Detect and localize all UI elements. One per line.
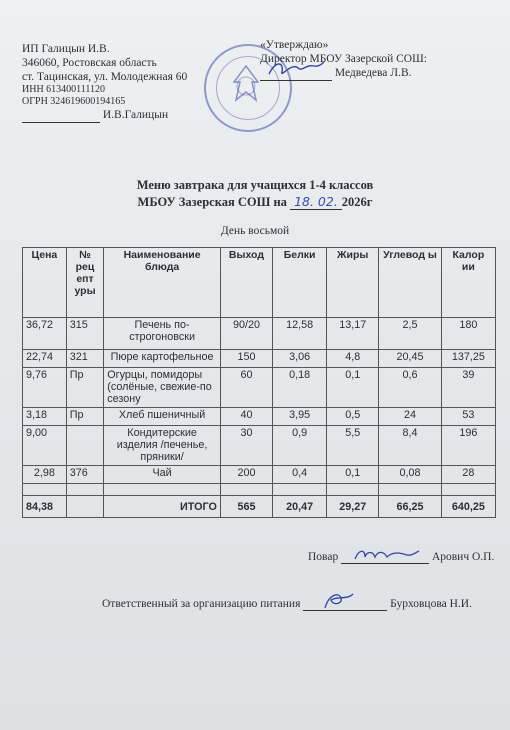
col-header-yield: Выход — [220, 248, 272, 318]
contractor-signature-line — [22, 108, 187, 123]
cell-kcal: 180 — [441, 318, 495, 350]
total-carbs: 66,25 — [379, 496, 442, 518]
total-price: 84,38 — [23, 496, 67, 518]
menu-title-line2 — [0, 194, 510, 210]
total-label: ИТОГО — [104, 496, 221, 518]
contractor-block — [22, 42, 187, 123]
col-header-recipe: № рец епт уры — [66, 248, 104, 318]
cell-name: Печень по-строгоновски — [104, 318, 221, 350]
cell-price: 3,18 — [23, 408, 67, 426]
cell-protein: 0,18 — [273, 368, 327, 408]
cell-kcal: 39 — [441, 368, 495, 408]
approval-block — [260, 38, 427, 81]
contractor-address1: 346060, Ростовская область — [22, 57, 157, 69]
cell-yield: 60 — [220, 368, 272, 408]
cell-carbs: 0,6 — [379, 368, 442, 408]
col-header-protein: Белки — [273, 248, 327, 318]
cell-price: 22,74 — [23, 350, 67, 368]
col-header-fat: Жиры — [327, 248, 379, 318]
table-row — [23, 426, 496, 466]
cell-name: Кондитерские изделия /печенье, пряники/ — [104, 426, 221, 466]
table-row — [23, 466, 496, 484]
cell-yield: 150 — [220, 350, 272, 368]
cell-name: Чай — [104, 466, 221, 484]
table-row — [23, 318, 496, 350]
cell-fat: 13,17 — [327, 318, 379, 350]
table-header-row — [23, 248, 496, 318]
cell-recipe: 321 — [66, 350, 104, 368]
cell-protein: 12,58 — [273, 318, 327, 350]
cell-name: Пюре картофельное — [104, 350, 221, 368]
table-row — [23, 408, 496, 426]
approval-title: «Утверждаю» — [260, 39, 329, 51]
cell-recipe: 376 — [66, 466, 104, 484]
approval-signature-line — [260, 66, 427, 81]
menu-title-prefix: МБОУ Зазерская СОШ на — [137, 195, 287, 209]
cell-carbs: 24 — [379, 408, 442, 426]
table-row — [23, 350, 496, 368]
cell-name: Огурцы, помидоры (солёные, свежие-по сезону — [104, 368, 221, 408]
cell-price: 9,00 — [23, 426, 67, 466]
cook-label: Повар — [308, 551, 339, 563]
responsible-signature — [319, 590, 359, 612]
table-row-empty — [23, 484, 496, 496]
director-signature — [266, 58, 326, 80]
cell-recipe: Пр — [66, 368, 104, 408]
cell-fat: 5,5 — [327, 426, 379, 466]
cell-fat: 0,1 — [327, 368, 379, 408]
total-fat: 29,27 — [327, 496, 379, 518]
cell-price: 36,72 — [23, 318, 67, 350]
contractor-ip: ИП Галицын И.В. — [22, 43, 110, 55]
menu-table — [22, 247, 496, 518]
cell-fat: 0,1 — [327, 466, 379, 484]
col-header-name: Наименование блюда — [104, 248, 221, 318]
cook-signature-line — [308, 551, 494, 564]
cell-fat: 4,8 — [327, 350, 379, 368]
table-row — [23, 368, 496, 408]
col-header-kcal: Калор ии — [441, 248, 495, 318]
cook-name: Арович О.П. — [431, 551, 495, 563]
responsible-signature-line — [102, 598, 472, 611]
cell-recipe: 315 — [66, 318, 104, 350]
cell-yield: 200 — [220, 466, 272, 484]
cell-carbs: 8,4 — [379, 426, 442, 466]
director-name: Медведева Л.В. — [334, 67, 412, 79]
cell-fat: 0,5 — [327, 408, 379, 426]
total-protein: 20,47 — [273, 496, 327, 518]
total-row — [23, 496, 496, 518]
cell-recipe — [66, 426, 104, 466]
responsible-name: Бурховцова Н.И. — [390, 598, 472, 610]
menu-year: 2026г — [341, 195, 373, 209]
contractor-ogrn: ОГРН 324619600194165 — [22, 96, 126, 107]
cell-kcal: 137,25 — [441, 350, 495, 368]
cell-protein: 3,06 — [273, 350, 327, 368]
menu-date: 18. 02. — [290, 194, 342, 210]
col-header-carbs: Углевод ы — [379, 248, 442, 318]
cell-carbs: 0,08 — [379, 466, 442, 484]
cook-signature — [351, 545, 421, 565]
menu-title-line1: Меню завтрака для учащихся 1-4 классов — [136, 178, 374, 192]
contractor-signature-name: И.В.Галицын — [102, 109, 169, 121]
cell-price: 9,76 — [23, 368, 67, 408]
cell-yield: 30 — [220, 426, 272, 466]
cell-yield: 90/20 — [220, 318, 272, 350]
cell-name: Хлеб пшеничный — [104, 408, 221, 426]
total-kcal: 640,25 — [441, 496, 495, 518]
cell-kcal: 53 — [441, 408, 495, 426]
cell-protein: 3,95 — [273, 408, 327, 426]
menu-day: День восьмой — [220, 225, 290, 237]
cell-recipe: Пр — [66, 408, 104, 426]
col-header-price: Цена — [23, 248, 67, 318]
cell-kcal: 196 — [441, 426, 495, 466]
cell-kcal: 28 — [441, 466, 495, 484]
cell-yield: 40 — [220, 408, 272, 426]
approval-director: Директор МБОУ Зазерской СОШ: — [260, 53, 427, 65]
cell-carbs: 20,45 — [379, 350, 442, 368]
cell-carbs: 2,5 — [379, 318, 442, 350]
contractor-inn: ИНН 613400111120 — [22, 84, 106, 95]
contractor-address2: ст. Тацинская, ул. Молодежная 60 — [22, 71, 188, 83]
total-yield: 565 — [220, 496, 272, 518]
cell-price: 2,98 — [23, 466, 67, 484]
cell-protein: 0,9 — [273, 426, 327, 466]
cell-protein: 0,4 — [273, 466, 327, 484]
responsible-label: Ответственный за организацию питания — [102, 598, 301, 610]
